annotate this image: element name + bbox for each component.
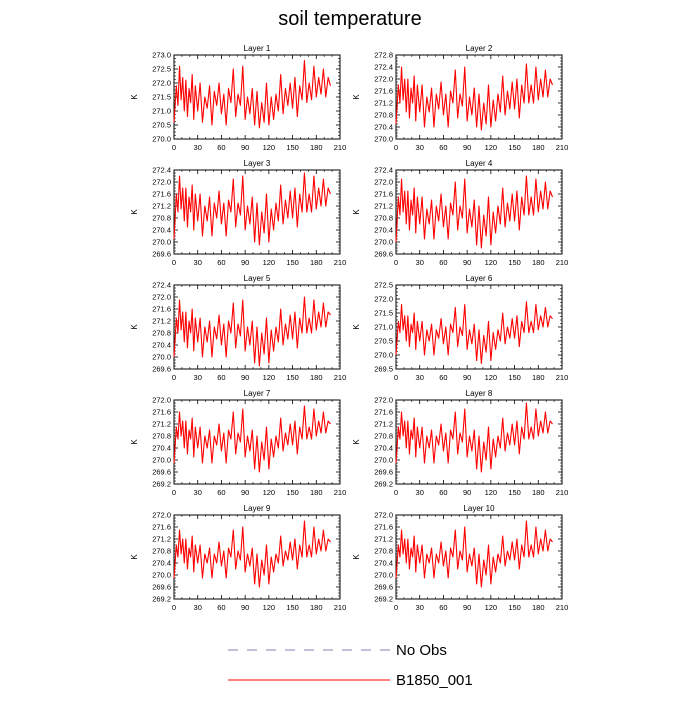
y-tick-label: 271.2 bbox=[152, 419, 171, 429]
y-axis-label: K bbox=[130, 324, 139, 330]
y-tick-label: 270.4 bbox=[374, 225, 393, 235]
y-axis-label: K bbox=[130, 94, 139, 100]
x-tick-label: 0 bbox=[393, 143, 399, 152]
x-tick-label: 0 bbox=[171, 373, 177, 382]
x-tick-label: 30 bbox=[415, 258, 424, 267]
x-tick-label: 180 bbox=[310, 603, 323, 612]
x-tick-label: 210 bbox=[333, 488, 347, 497]
x-tick-label: 120 bbox=[484, 373, 498, 382]
y-tick-label: 270.8 bbox=[152, 328, 171, 338]
y-tick-label: 270.8 bbox=[152, 546, 171, 556]
x-tick-label: 60 bbox=[217, 258, 226, 267]
y-tick-label: 272.4 bbox=[374, 165, 393, 175]
y-tick-label: 270.0 bbox=[374, 455, 393, 465]
y-tick-label: 269.2 bbox=[152, 479, 171, 489]
x-tick-label: 150 bbox=[286, 373, 299, 382]
series-line bbox=[396, 302, 553, 364]
panel-title: Layer 10 bbox=[463, 504, 495, 513]
panel-title: Layer 2 bbox=[465, 44, 493, 53]
y-tick-label: 270.4 bbox=[374, 558, 393, 568]
x-tick-label: 30 bbox=[415, 373, 424, 382]
y-tick-label: 271.2 bbox=[374, 534, 393, 544]
x-tick-label: 120 bbox=[484, 143, 498, 152]
x-tick-label: 180 bbox=[532, 258, 545, 267]
y-tick-label: 269.6 bbox=[152, 364, 171, 374]
x-tick-label: 210 bbox=[333, 258, 347, 267]
panel-title: Layer 7 bbox=[243, 389, 271, 398]
y-axis-label: K bbox=[130, 554, 139, 560]
x-tick-label: 180 bbox=[310, 143, 323, 152]
y-axis-label: K bbox=[352, 324, 361, 330]
x-tick-label: 180 bbox=[310, 258, 323, 267]
series-line bbox=[396, 64, 553, 130]
y-tick-label: 271.6 bbox=[374, 522, 393, 532]
y-tick-label: 269.6 bbox=[374, 582, 393, 592]
y-tick-label: 271.2 bbox=[152, 534, 171, 544]
y-tick-label: 270.8 bbox=[374, 110, 393, 120]
x-tick-label: 120 bbox=[484, 603, 498, 612]
y-tick-label: 269.6 bbox=[152, 249, 171, 259]
series-line bbox=[174, 406, 331, 472]
y-tick-label: 270.4 bbox=[374, 443, 393, 453]
x-tick-label: 180 bbox=[310, 488, 323, 497]
y-tick-label: 269.2 bbox=[374, 479, 393, 489]
x-tick-label: 120 bbox=[262, 603, 276, 612]
y-tick-label: 272.0 bbox=[374, 294, 393, 304]
x-tick-label: 120 bbox=[484, 258, 498, 267]
x-tick-label: 0 bbox=[171, 143, 177, 152]
y-axis-label: K bbox=[130, 439, 139, 445]
x-tick-label: 0 bbox=[393, 603, 399, 612]
x-tick-label: 60 bbox=[217, 143, 226, 152]
x-tick-label: 0 bbox=[171, 488, 177, 497]
y-tick-label: 270.0 bbox=[374, 570, 393, 580]
x-tick-label: 60 bbox=[217, 488, 226, 497]
y-tick-label: 271.6 bbox=[152, 522, 171, 532]
x-tick-label: 60 bbox=[439, 258, 448, 267]
x-tick-label: 210 bbox=[333, 373, 347, 382]
panel-layer-10 bbox=[352, 504, 568, 612]
x-tick-label: 60 bbox=[439, 373, 448, 382]
y-axis-label: K bbox=[352, 94, 361, 100]
y-tick-label: 272.0 bbox=[152, 510, 171, 520]
y-tick-label: 270.0 bbox=[374, 134, 393, 144]
panel-title: Layer 1 bbox=[243, 44, 271, 53]
y-tick-label: 272.4 bbox=[152, 165, 171, 175]
x-tick-label: 90 bbox=[462, 143, 472, 152]
y-tick-label: 270.4 bbox=[152, 443, 171, 453]
y-tick-label: 269.2 bbox=[152, 594, 171, 604]
x-tick-label: 150 bbox=[508, 143, 521, 152]
y-tick-label: 271.6 bbox=[152, 189, 171, 199]
y-tick-label: 271.5 bbox=[152, 92, 171, 102]
panel-title: Layer 6 bbox=[465, 274, 493, 283]
page-title: soil temperature bbox=[278, 8, 422, 30]
y-tick-label: 271.2 bbox=[152, 316, 171, 326]
y-axis-label: K bbox=[130, 209, 139, 215]
y-tick-label: 270.0 bbox=[374, 350, 393, 360]
y-tick-label: 272.0 bbox=[152, 395, 171, 405]
x-tick-label: 120 bbox=[262, 488, 276, 497]
y-tick-label: 270.4 bbox=[152, 558, 171, 568]
y-tick-label: 269.2 bbox=[374, 594, 393, 604]
x-tick-label: 90 bbox=[462, 603, 472, 612]
x-tick-label: 90 bbox=[462, 488, 472, 497]
y-tick-label: 271.6 bbox=[374, 189, 393, 199]
x-tick-label: 210 bbox=[555, 258, 569, 267]
y-tick-label: 271.6 bbox=[152, 407, 171, 417]
x-tick-label: 90 bbox=[240, 258, 250, 267]
x-tick-label: 30 bbox=[415, 488, 424, 497]
y-tick-label: 272.0 bbox=[152, 177, 171, 187]
x-tick-label: 210 bbox=[333, 603, 347, 612]
series-line bbox=[174, 521, 331, 587]
x-tick-label: 210 bbox=[555, 373, 569, 382]
y-tick-label: 270.0 bbox=[152, 455, 171, 465]
series-line bbox=[174, 297, 331, 366]
x-tick-label: 90 bbox=[240, 143, 250, 152]
x-tick-label: 210 bbox=[555, 603, 569, 612]
y-tick-label: 269.6 bbox=[374, 467, 393, 477]
panel-layer-9 bbox=[130, 504, 346, 612]
x-tick-label: 150 bbox=[286, 258, 299, 267]
panel-layer-3 bbox=[130, 159, 346, 267]
x-tick-label: 30 bbox=[193, 143, 202, 152]
series-line bbox=[396, 176, 553, 248]
panel-title: Layer 3 bbox=[243, 159, 271, 168]
series-line bbox=[174, 61, 331, 128]
panel-layer-7 bbox=[130, 389, 346, 497]
panel-layer-5 bbox=[130, 274, 346, 382]
panel-layer-4 bbox=[352, 159, 568, 267]
x-tick-label: 210 bbox=[333, 143, 347, 152]
x-tick-label: 30 bbox=[193, 488, 202, 497]
x-tick-label: 30 bbox=[193, 258, 202, 267]
y-tick-label: 270.4 bbox=[374, 122, 393, 132]
x-tick-label: 30 bbox=[193, 373, 202, 382]
y-tick-label: 272.5 bbox=[374, 280, 393, 290]
panel-title: Layer 5 bbox=[243, 274, 271, 283]
x-tick-label: 30 bbox=[415, 143, 424, 152]
y-axis-label: K bbox=[352, 554, 361, 560]
y-tick-label: 270.4 bbox=[152, 225, 171, 235]
y-tick-label: 271.2 bbox=[374, 419, 393, 429]
y-tick-label: 270.8 bbox=[152, 431, 171, 441]
y-tick-label: 270.5 bbox=[152, 120, 171, 130]
x-tick-label: 150 bbox=[508, 603, 521, 612]
y-tick-label: 273.0 bbox=[152, 50, 171, 60]
y-axis-label: K bbox=[352, 209, 361, 215]
x-tick-label: 120 bbox=[262, 373, 276, 382]
y-tick-label: 270.0 bbox=[152, 134, 171, 144]
y-tick-label: 269.5 bbox=[374, 364, 393, 374]
x-tick-label: 120 bbox=[484, 488, 498, 497]
y-tick-label: 272.8 bbox=[374, 50, 393, 60]
y-tick-label: 272.0 bbox=[152, 78, 171, 88]
y-tick-label: 272.0 bbox=[374, 395, 393, 405]
y-tick-label: 272.4 bbox=[152, 280, 171, 290]
panel-layer-1 bbox=[130, 44, 346, 152]
y-tick-label: 270.5 bbox=[374, 336, 393, 346]
panel-layer-6 bbox=[352, 274, 568, 382]
x-tick-label: 150 bbox=[286, 143, 299, 152]
x-tick-label: 210 bbox=[555, 488, 569, 497]
x-tick-label: 60 bbox=[439, 603, 448, 612]
x-tick-label: 0 bbox=[393, 488, 399, 497]
y-tick-label: 270.0 bbox=[152, 570, 171, 580]
y-tick-label: 272.0 bbox=[152, 292, 171, 302]
x-tick-label: 120 bbox=[262, 258, 276, 267]
y-tick-label: 270.0 bbox=[374, 237, 393, 247]
series-line bbox=[174, 173, 331, 245]
x-tick-label: 150 bbox=[508, 258, 521, 267]
x-tick-label: 150 bbox=[508, 373, 521, 382]
y-tick-label: 270.0 bbox=[152, 237, 171, 247]
panel-layer-8 bbox=[352, 389, 568, 497]
y-tick-label: 272.0 bbox=[374, 177, 393, 187]
y-tick-label: 269.6 bbox=[152, 467, 171, 477]
x-tick-label: 90 bbox=[462, 373, 472, 382]
y-tick-label: 269.6 bbox=[152, 582, 171, 592]
x-tick-label: 180 bbox=[532, 603, 545, 612]
legend-label-1: No Obs bbox=[396, 642, 447, 659]
x-tick-label: 150 bbox=[508, 488, 521, 497]
y-tick-label: 271.0 bbox=[152, 106, 171, 116]
x-tick-label: 210 bbox=[555, 143, 569, 152]
y-tick-label: 271.2 bbox=[374, 201, 393, 211]
y-tick-label: 270.8 bbox=[152, 213, 171, 223]
y-tick-label: 271.2 bbox=[152, 201, 171, 211]
x-tick-label: 180 bbox=[532, 373, 545, 382]
x-tick-label: 0 bbox=[171, 258, 177, 267]
x-tick-label: 150 bbox=[286, 488, 299, 497]
x-tick-label: 0 bbox=[171, 603, 177, 612]
y-tick-label: 270.8 bbox=[374, 213, 393, 223]
y-axis-label: K bbox=[352, 439, 361, 445]
panel-layer-2 bbox=[352, 44, 568, 152]
y-tick-label: 271.5 bbox=[374, 308, 393, 318]
x-tick-label: 90 bbox=[240, 603, 250, 612]
x-tick-label: 60 bbox=[439, 143, 448, 152]
y-tick-label: 272.0 bbox=[374, 74, 393, 84]
x-tick-label: 0 bbox=[393, 258, 399, 267]
series-line bbox=[396, 403, 553, 472]
panel-title: Layer 4 bbox=[465, 159, 493, 168]
y-tick-label: 271.2 bbox=[374, 98, 393, 108]
x-tick-label: 180 bbox=[310, 373, 323, 382]
legend-label-2: B1850_001 bbox=[396, 672, 473, 689]
x-tick-label: 90 bbox=[240, 373, 250, 382]
x-tick-label: 30 bbox=[415, 603, 424, 612]
y-tick-label: 270.8 bbox=[374, 546, 393, 556]
x-tick-label: 60 bbox=[439, 488, 448, 497]
y-tick-label: 270.8 bbox=[374, 431, 393, 441]
x-tick-label: 60 bbox=[217, 373, 226, 382]
y-tick-label: 272.4 bbox=[374, 62, 393, 72]
x-tick-label: 30 bbox=[193, 603, 202, 612]
y-tick-label: 271.6 bbox=[152, 304, 171, 314]
x-tick-label: 120 bbox=[262, 143, 276, 152]
x-tick-label: 60 bbox=[217, 603, 226, 612]
x-tick-label: 0 bbox=[393, 373, 399, 382]
x-tick-label: 90 bbox=[462, 258, 472, 267]
y-tick-label: 271.6 bbox=[374, 407, 393, 417]
panel-title: Layer 8 bbox=[465, 389, 493, 398]
y-tick-label: 271.6 bbox=[374, 86, 393, 96]
y-tick-label: 270.4 bbox=[152, 340, 171, 350]
y-tick-label: 270.0 bbox=[152, 352, 171, 362]
x-tick-label: 150 bbox=[286, 603, 299, 612]
y-tick-label: 271.0 bbox=[374, 322, 393, 332]
x-tick-label: 90 bbox=[240, 488, 250, 497]
y-tick-label: 272.0 bbox=[374, 510, 393, 520]
y-tick-label: 269.6 bbox=[374, 249, 393, 259]
x-tick-label: 180 bbox=[532, 143, 545, 152]
legend bbox=[228, 642, 473, 689]
y-tick-label: 272.5 bbox=[152, 64, 171, 74]
series-line bbox=[396, 521, 553, 587]
x-tick-label: 180 bbox=[532, 488, 545, 497]
panel-title: Layer 9 bbox=[243, 504, 271, 513]
